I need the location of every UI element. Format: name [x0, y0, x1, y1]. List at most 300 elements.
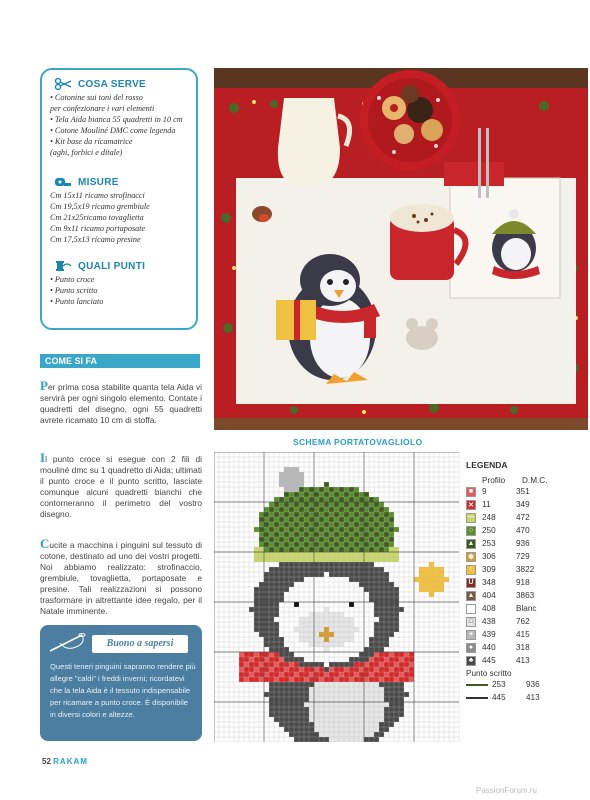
- stitch-cell: [284, 497, 289, 502]
- legend-row: [466, 615, 584, 628]
- stitch-cell: [319, 557, 324, 562]
- stitch-cell: [359, 492, 364, 497]
- stitch-cell: [249, 652, 254, 657]
- stitch-cell: [404, 677, 409, 682]
- stitch-cell: [334, 577, 339, 582]
- stitch-cell: [274, 707, 279, 712]
- stitch-cell: [304, 522, 309, 527]
- stitch-cell: [284, 602, 289, 607]
- stitch-cell: [314, 662, 319, 667]
- stitch-cell: [314, 647, 319, 652]
- stitch-cell: [384, 722, 389, 727]
- stitch-cell: [334, 487, 339, 492]
- stitch-cell: [284, 482, 289, 487]
- stitch-cell: [354, 607, 359, 612]
- stitch-cell: [309, 537, 314, 542]
- stitch-cell: [389, 652, 394, 657]
- stitch-cell: [299, 527, 304, 532]
- stitch-cell: [284, 657, 289, 662]
- stitch-cell: [274, 617, 279, 622]
- stitch-cell: [329, 562, 334, 567]
- stitch-cell: [379, 597, 384, 602]
- stitch-cell: [384, 712, 389, 717]
- stitch-cell: [299, 687, 304, 692]
- stitch-cell: [309, 487, 314, 492]
- stitch-cell: [319, 502, 324, 507]
- stitch-cell: [374, 667, 379, 672]
- stitch-cell: [329, 532, 334, 537]
- instruction-paragraph-2: [40, 452, 202, 520]
- color-swatch: ♣: [466, 656, 476, 666]
- stitch-cell: [254, 622, 259, 627]
- stitch-cell: [329, 692, 334, 697]
- stitch-cell: [259, 617, 264, 622]
- misure-list: [50, 190, 150, 245]
- stitch-cell: [354, 667, 359, 672]
- materials-box: [40, 68, 198, 330]
- stitch-cell: [384, 707, 389, 712]
- stitch-cell: [269, 692, 274, 697]
- stitch-cell: [404, 672, 409, 677]
- stitch-cell: [359, 567, 364, 572]
- stitch-cell: [274, 522, 279, 527]
- stitch-cell: [364, 682, 369, 687]
- stitch-cell: [384, 577, 389, 582]
- stitch-cell: [354, 647, 359, 652]
- stitch-cell: [309, 542, 314, 547]
- stitch-cell: [364, 652, 369, 657]
- stitch-cell: [359, 657, 364, 662]
- stitch-cell: [384, 587, 389, 592]
- stitch-cell: [349, 612, 354, 617]
- stitch-cell: [299, 492, 304, 497]
- stitch-cell: [369, 512, 374, 517]
- stitch-cell: [384, 552, 389, 557]
- stitch-cell: [264, 652, 269, 657]
- stitch-cell: [309, 617, 314, 622]
- stitch-cell: [424, 587, 429, 592]
- stitch-cell: [304, 542, 309, 547]
- stitch-cell: [274, 557, 279, 562]
- stitch-cell: [309, 627, 314, 632]
- stitch-cell: [279, 612, 284, 617]
- stitch-cell: [354, 697, 359, 702]
- stitch-cell: [349, 542, 354, 547]
- stitch-cell: [309, 662, 314, 667]
- stitch-cell: [374, 522, 379, 527]
- stitch-cell: [334, 507, 339, 512]
- stitch-cell: [329, 702, 334, 707]
- color-swatch: ●: [466, 643, 476, 653]
- stitch-cell: [344, 602, 349, 607]
- stitch-cell: [364, 497, 369, 502]
- stitch-cell: [394, 697, 399, 702]
- stitch-cell: [259, 537, 264, 542]
- stitch-cell: [334, 677, 339, 682]
- stitch-cell: [364, 637, 369, 642]
- stitch-cell: [349, 522, 354, 527]
- stitch-cell: [274, 657, 279, 662]
- stitch-cell: [254, 597, 259, 602]
- profilo-code: 248: [482, 513, 496, 522]
- stitch-cell: [354, 572, 359, 577]
- stitch-cell: [304, 587, 309, 592]
- stitch-cell: [364, 512, 369, 517]
- stitch-cell: [374, 727, 379, 732]
- stitch-cell: [309, 687, 314, 692]
- stitch-cell: [274, 612, 279, 617]
- stitch-cell: [334, 597, 339, 602]
- stitch-cell: [324, 587, 329, 592]
- stitch-cell: [339, 537, 344, 542]
- stitch-cell: [394, 552, 399, 557]
- stitch-cell: [349, 492, 354, 497]
- stitch-cell: [319, 662, 324, 667]
- stitch-cell: [299, 607, 304, 612]
- stitch-cell: [319, 547, 324, 552]
- stitch-cell: [334, 682, 339, 687]
- stitch-cell: [369, 662, 374, 667]
- stitch-cell: [394, 587, 399, 592]
- stitch-cell: [384, 622, 389, 627]
- stitch-cell: [319, 622, 324, 627]
- stitch-cell: [344, 717, 349, 722]
- stitch-cell: [349, 687, 354, 692]
- stitch-cell: [269, 607, 274, 612]
- stitch-cell: [374, 517, 379, 522]
- stitch-cell: [379, 642, 384, 647]
- stitch-cell: [299, 732, 304, 737]
- stitch-cell: [374, 577, 379, 582]
- color-swatch: ■: [466, 487, 476, 497]
- stitch-cell: [244, 657, 249, 662]
- stitch-cell: [329, 697, 334, 702]
- stitch-cell: [269, 642, 274, 647]
- stitch-cell: [354, 547, 359, 552]
- stitch-cell: [344, 737, 349, 742]
- stitch-cell: [359, 697, 364, 702]
- stitch-cell: [304, 532, 309, 537]
- color-swatch: +: [466, 630, 476, 640]
- stitch-cell: [279, 652, 284, 657]
- stitch-cell: [299, 557, 304, 562]
- stitch-cell: [279, 597, 284, 602]
- stitch-cell: [354, 492, 359, 497]
- stitch-cell: [374, 567, 379, 572]
- stitch-cell: [254, 627, 259, 632]
- stitch-cell: [284, 667, 289, 672]
- stitch-cell: [329, 612, 334, 617]
- stitch-cell: [319, 637, 324, 642]
- stitch-cell: [269, 712, 274, 717]
- stitch-cell: [329, 567, 334, 572]
- stitch-cell: [349, 517, 354, 522]
- stitch-cell: [294, 507, 299, 512]
- stitch-cell: [354, 487, 359, 492]
- stitch-cell: [349, 647, 354, 652]
- stitch-cell: [279, 527, 284, 532]
- stitch-cell: [384, 702, 389, 707]
- stitch-cell: [294, 637, 299, 642]
- stitch-cell: [344, 667, 349, 672]
- stitch-cell: [384, 532, 389, 537]
- stitch-cell: [309, 702, 314, 707]
- stitch-cell: [264, 582, 269, 587]
- stitch-cell: [294, 487, 299, 492]
- stitch-cell: [394, 707, 399, 712]
- stitch-cell: [304, 557, 309, 562]
- stitch-cell: [299, 692, 304, 697]
- stitch-cell: [294, 652, 299, 657]
- page-footer: [42, 757, 88, 766]
- stitch-cell: [284, 567, 289, 572]
- stitch-cell: [344, 492, 349, 497]
- stitch-cell: [284, 552, 289, 557]
- stitch-cell: [374, 642, 379, 647]
- stitch-cell: [329, 637, 334, 642]
- punto-scritto-title: Punto scritto: [466, 669, 512, 678]
- stitch-cell: [329, 622, 334, 627]
- stitch-cell: [284, 502, 289, 507]
- stitch-cell: [384, 557, 389, 562]
- stitch-cell: [369, 637, 374, 642]
- stitch-cell: [369, 567, 374, 572]
- stitch-cell: [299, 517, 304, 522]
- stitch-cell: [339, 547, 344, 552]
- stitch-cell: [269, 617, 274, 622]
- stitch-cell: [384, 642, 389, 647]
- stitch-cell: [299, 662, 304, 667]
- profilo-code: 440: [482, 643, 496, 652]
- stitch-cell: [304, 642, 309, 647]
- stitch-cell: [304, 602, 309, 607]
- stitch-cell: [334, 522, 339, 527]
- stitch-cell: [299, 632, 304, 637]
- stitch-cell: [299, 727, 304, 732]
- legend-row: [466, 589, 584, 602]
- stitch-cell: [389, 517, 394, 522]
- stitch-cell: [304, 672, 309, 677]
- stitch-cell: [264, 517, 269, 522]
- stitch-cell: [309, 672, 314, 677]
- stitch-cell: [274, 537, 279, 542]
- stitch-cell: [314, 727, 319, 732]
- stitch-cell: [364, 572, 369, 577]
- stitch-cell: [364, 667, 369, 672]
- stitch-cell: [364, 522, 369, 527]
- stitch-cell: [269, 627, 274, 632]
- stitch-cell: [289, 692, 294, 697]
- stitch-cell: [364, 627, 369, 632]
- stitch-cell: [314, 737, 319, 742]
- stitch-cell: [294, 557, 299, 562]
- stitch-cell: [374, 692, 379, 697]
- stitch-cell: [374, 662, 379, 667]
- stitch-cell: [319, 607, 324, 612]
- instruction-paragraph-1: [40, 380, 202, 426]
- stitch-cell: [269, 697, 274, 702]
- stitch-cell: [339, 622, 344, 627]
- stitch-cell: [359, 687, 364, 692]
- stitch-cell: [294, 532, 299, 537]
- stitch-cell: [359, 592, 364, 597]
- stitch-cell: [324, 657, 329, 662]
- stitch-cell: [279, 572, 284, 577]
- list-item: • Cotonine sui toni del rosso: [50, 93, 143, 102]
- stitch-cell: [314, 582, 319, 587]
- stitch-cell: [334, 532, 339, 537]
- stitch-cell: [294, 687, 299, 692]
- stitch-cell: [289, 652, 294, 657]
- stitch-cell: [369, 722, 374, 727]
- dropcap: I: [40, 450, 46, 465]
- stitch-cell: [339, 602, 344, 607]
- stitch-cell: [339, 677, 344, 682]
- stitch-cell: [334, 707, 339, 712]
- stitch-cell: [309, 577, 314, 582]
- stitch-cell: [299, 507, 304, 512]
- stitch-cell: [319, 592, 324, 597]
- stitch-cell: [264, 507, 269, 512]
- stitch-cell: [389, 542, 394, 547]
- stitch-cell: [314, 732, 319, 737]
- stitch-cell: [354, 622, 359, 627]
- stitch-cell: [259, 657, 264, 662]
- stitch-cell: [294, 572, 299, 577]
- stitch-cell: [294, 717, 299, 722]
- stitch-cell: [289, 627, 294, 632]
- profilo-code: 253: [492, 680, 506, 689]
- stitch-cell: [324, 492, 329, 497]
- stitch-cell: [389, 662, 394, 667]
- stitch-cell: [394, 557, 399, 562]
- stitch-cell: [324, 577, 329, 582]
- list-item: Cm 19,5x19 ricamo grembiule: [50, 202, 150, 211]
- stitch-cell: [304, 552, 309, 557]
- stitch-cell: [299, 722, 304, 727]
- stitch-cell: [249, 607, 254, 612]
- stitch-cell: [389, 717, 394, 722]
- stitch-cell: [334, 607, 339, 612]
- stitch-cell: [369, 672, 374, 677]
- stitch-cell: [259, 557, 264, 562]
- stitch-cell: [284, 652, 289, 657]
- stitch-cell: [374, 677, 379, 682]
- col-dmc: D.M.C.: [522, 476, 548, 485]
- stitch-cell: [374, 722, 379, 727]
- stitch-cell: [374, 507, 379, 512]
- stitch-cell: [264, 657, 269, 662]
- stitch-cell: [329, 727, 334, 732]
- stitch-cell: [354, 497, 359, 502]
- stitch-cell: [359, 682, 364, 687]
- stitch-cell: [379, 577, 384, 582]
- stitch-cell: [294, 597, 299, 602]
- dmc-code: Blanc: [516, 604, 537, 613]
- stitch-cell: [354, 602, 359, 607]
- stitch-cell: [359, 627, 364, 632]
- stitch-cell: [299, 702, 304, 707]
- stitch-cell: [269, 552, 274, 557]
- dmc-code: 415: [516, 630, 530, 639]
- stitch-cell: [379, 512, 384, 517]
- stitch-cell: [359, 547, 364, 552]
- stitch-cell: [339, 532, 344, 537]
- stitch-cell: [294, 697, 299, 702]
- stitch-cell: [344, 732, 349, 737]
- stitch-cell: [284, 722, 289, 727]
- stitch-cell: [399, 692, 404, 697]
- stitch-cell: [329, 557, 334, 562]
- stitch-cell: [329, 497, 334, 502]
- stitch-cell: [314, 487, 319, 492]
- stitch-cell: [314, 502, 319, 507]
- quali-punti-header: [54, 260, 145, 272]
- stitch-cell: [369, 582, 374, 587]
- stitch-cell: [264, 527, 269, 532]
- stitch-cell: [324, 722, 329, 727]
- stitch-cell: [304, 577, 309, 582]
- stitch-cell: [279, 577, 284, 582]
- stitch-cell: [339, 587, 344, 592]
- stitch-cell: [314, 707, 319, 712]
- stitch-cell: [279, 677, 284, 682]
- stitch-cell: [329, 657, 334, 662]
- stitch-cell: [364, 547, 369, 552]
- stitch-cell: [339, 712, 344, 717]
- stitch-cell: [284, 507, 289, 512]
- stitch-cell: [254, 552, 259, 557]
- profilo-code: 9: [482, 487, 487, 496]
- stitch-cell: [254, 527, 259, 532]
- stitch-cell: [384, 547, 389, 552]
- stitch-cell: [324, 522, 329, 527]
- stitch-cell: [339, 512, 344, 517]
- stitch-cell: [354, 632, 359, 637]
- stitch-cell: [369, 712, 374, 717]
- stitch-cell: [339, 737, 344, 742]
- stitch-cell: [259, 602, 264, 607]
- stitch-cell: [309, 607, 314, 612]
- stitch-cell: [384, 572, 389, 577]
- stitch-cell: [289, 547, 294, 552]
- stitch-cell: [244, 652, 249, 657]
- stitch-cell: [284, 467, 289, 472]
- stitch-cell: [374, 547, 379, 552]
- stitch-cell: [264, 532, 269, 537]
- stitch-cell: [289, 492, 294, 497]
- stitch-cell: [344, 652, 349, 657]
- stitch-cell: [344, 682, 349, 687]
- stitch-cell: [284, 682, 289, 687]
- stitch-cell: [384, 617, 389, 622]
- stitch-cell: [279, 552, 284, 557]
- stitch-cell: [354, 592, 359, 597]
- stitch-cell: [309, 507, 314, 512]
- stitch-cell: [289, 487, 294, 492]
- profilo-code: 250: [482, 526, 496, 535]
- stitch-cell: [299, 652, 304, 657]
- stitch-cell: [314, 697, 319, 702]
- stitch-cell: [364, 582, 369, 587]
- stitch-cell: [389, 702, 394, 707]
- stitch-cell: [319, 737, 324, 742]
- stitch-cell: [289, 647, 294, 652]
- stitch-cell: [434, 567, 439, 572]
- stitch-cell: [289, 712, 294, 717]
- stitch-cell: [379, 527, 384, 532]
- stitch-cell: [354, 627, 359, 632]
